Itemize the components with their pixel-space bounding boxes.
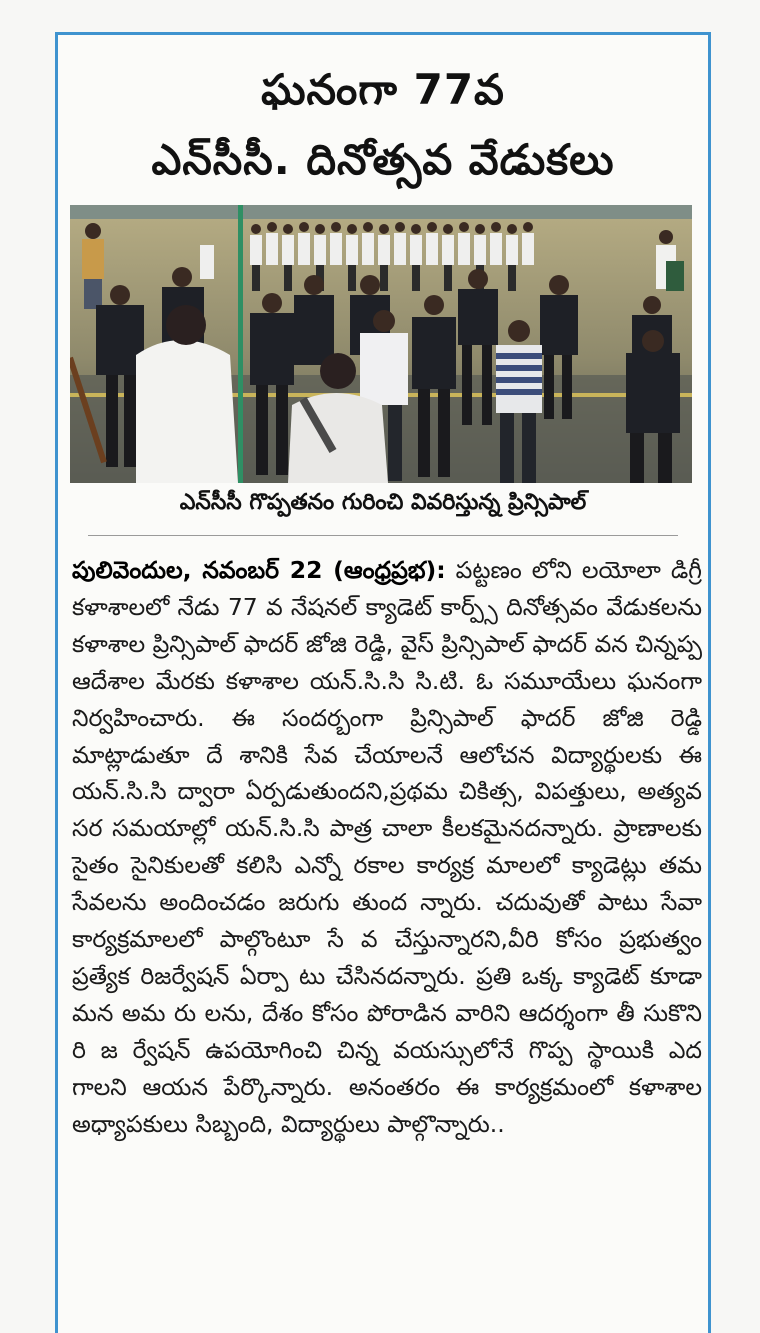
headline-line-1: ఘనంగా 77వ xyxy=(261,65,505,114)
ncc-parade-photo xyxy=(70,205,692,483)
photo-caption: ఎన్‌సీసీ గొప్పతనం గురించి వివరిస్తున్న ప్రిన్సిపాల్ xyxy=(179,490,587,515)
caption-divider xyxy=(88,535,678,536)
article-body-text: పట్టణం లోని లయోలా డిగ్రీ కళాశాలలో నేడు 77 వ నేషనల్ క్యాడెట్ కార్ప్స్ దినోత్సవం వేడుకలను కళాశాల ప్రిన్సిపాల్ ఫాదర్ జోజి రెడ్డి, వైస్ ప్రిన్సిపాల్ ఫాదర్ వన చిన్నప్ప ఆదేశాల మేరకు కళాశాల యన్.సి.సి సి.టి. ఓ సమూయేలు ఘనంగా నిర్వహించారు. ఈ సందర్బంగా ప్రిన్సిపాల్ ఫాదర్ జోజి రెడ్డి మాట్లాడుతూ దే శానికి సేవ చేయాలనే ఆలోచన విద్యార్థులకు ఈ యన్.సి.సి ద్వారా ఏర్పడుతుందని,ప్రథమ చికిత్స, విపత్తులు, అత్యవ సర సమయాల్లో యన్.సి.సి పాత్ర చాలా కీలకమైనదన్నారు. ప్రాణాలకు సైతం సైనికులతో కలిసి ఎన్నో రకాల కార్యక్ర మాలలో క్యాడెట్లు తమ సేవలను అందించడం జరుగు తుంద న్నారు. చదువుతో పాటు సేవా కార్యక్రమాలలో పాల్గొంటూ సే వ చేస్తున్నారని,వీరి కోసం ప్రభుత్వం ప్రత్యేక రిజర్వేషన్ ఏర్పా టు చేసినదన్నారు. ప్రతి ఒక్క క్యాడెట్ కూడా మన అమ రు లను, దేశం కోసం పోరాడిన వారిని ఆదర్శంగా తీ సుకొని రి జ ర్వేషన్ ఉపయోగించి చిన్న వయస్సులోనే గొప్ప స్థాయికి ఎద గాలని ఆయన పేర్కొన్నారు. అనంతరం ఈ కార్యక్రమంలో కళాశాల అధ్యాపకులు సిబ్బంది, విద్యార్థులు పాల్గొన్నారు.. xyxy=(72,556,702,1138)
dateline: పులివెందుల, నవంబర్ 22 (ఆంధ్రప్రభ): xyxy=(72,556,446,584)
article-body xyxy=(72,552,702,1143)
headline-line-2: ఎన్‌సీసీ. దినోత్సవ వేడుకలు xyxy=(151,135,615,184)
article-frame xyxy=(55,32,711,1333)
